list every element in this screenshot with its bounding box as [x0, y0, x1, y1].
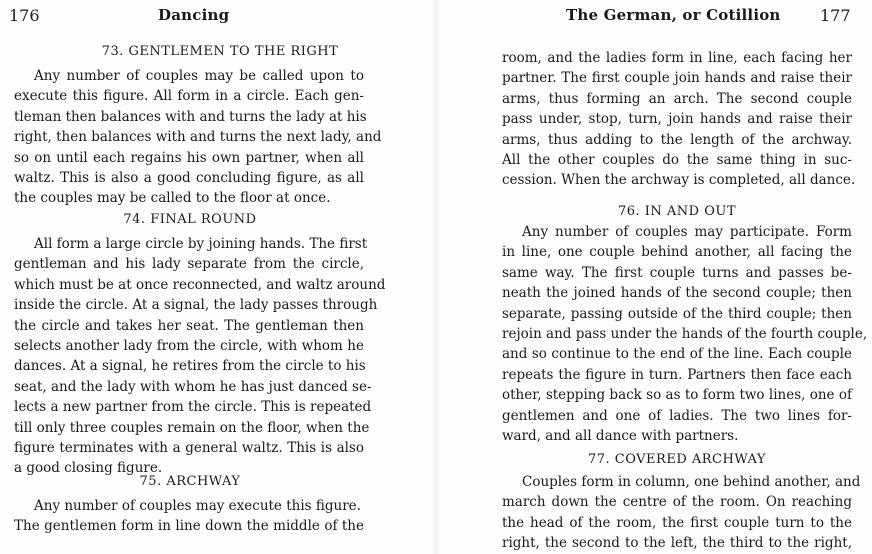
text-line: gentleman and his lady separate from the circle,	[14, 256, 364, 273]
text-line: All form a large circle by joining hands. The first	[34, 236, 368, 252]
text-line: separate, passing outside of the third couple; then	[502, 305, 852, 322]
running-head-right: The German, or Cotillion	[566, 6, 781, 24]
text-line: right, then balances with and turns the next lady, and	[14, 129, 382, 146]
text-line: gentlemen and one of ladies. The two lines for-	[502, 407, 852, 424]
page-number-left: 176	[9, 6, 40, 25]
section-heading-73: 73. GENTLEMEN TO THE RIGHT	[101, 44, 339, 59]
text-line: execute this figure. All form in a circle. Each gen-	[14, 88, 364, 105]
text-line: Couples form in column, one behind another, and	[522, 474, 861, 490]
section-heading-75: 75. ARCHWAY	[139, 474, 241, 489]
text-line: the head of the room, the first couple turn to the	[502, 514, 852, 531]
section-body-76	[502, 222, 868, 446]
text-line: pass under, stop, turn, join hands and raise their	[502, 111, 852, 128]
text-line: arms, thus forming an arch. The second couple	[502, 90, 852, 107]
text-line: dances. At a signal, he retires from the circle to his	[14, 358, 366, 375]
text-line: tleman then balances with and turns the lady at his	[14, 108, 367, 125]
text-line: The gentlemen form in line down the middle of the	[14, 518, 364, 535]
text-line: Any number of couples may participate. Form	[522, 224, 852, 240]
text-line: a good closing figure.	[14, 460, 163, 477]
text-line: seat, and the lady with whom he has just danced se-	[14, 378, 372, 395]
text-line: inside the circle. At a signal, the lady passes through	[14, 297, 378, 314]
section-heading-74: 74. FINAL ROUND	[123, 212, 257, 227]
text-line: till only three couples remain on the floor, when the	[14, 419, 370, 436]
running-head-left: Dancing	[158, 6, 230, 24]
section-body-73	[14, 66, 382, 209]
text-line: waltz. This is also a good concluding figure, as all	[14, 170, 364, 187]
text-line: Any number of couples may execute this figure.	[34, 498, 361, 514]
text-line: cession. When the archway is completed, all dance.	[502, 172, 856, 189]
page-number-right: 177	[820, 6, 851, 25]
text-line: the circle and takes her seat. The gentleman then	[14, 317, 364, 334]
text-line: ward, and all dance with partners.	[502, 428, 739, 445]
text-line: neath the joined hands of the second couple; then	[502, 285, 852, 302]
text-line: the couples may be called to the floor at once.	[14, 190, 331, 207]
text-line: other, stepping back so as to form two lines, one of	[502, 387, 852, 404]
text-line: in line, one couple behind another, all facing the	[502, 244, 852, 261]
text-line: march down the centre of the room. On reaching	[502, 494, 852, 511]
text-line: same way. The first couple turns and passes be-	[502, 264, 852, 281]
text-line: so on until each regains his own partner, when all	[14, 149, 364, 166]
section-heading-76: 76. IN AND OUT	[617, 204, 737, 219]
text-line: rejoin and pass under the hands of the fourth couple,	[502, 326, 868, 343]
text-line: room, and the ladies form in line, each facing her	[502, 50, 852, 66]
right-page	[436, 0, 872, 554]
text-line: and so continue to the end of the line. Each couple	[502, 346, 852, 363]
text-line: figure terminates with a general waltz. This is also	[14, 440, 364, 457]
text-line: repeats the figure in turn. Partners then face each	[502, 366, 852, 383]
text-line: arms, thus adding to the length of the archway.	[502, 131, 852, 148]
section-body-75-continued	[502, 48, 856, 191]
text-line: which must be at once reconnected, and waltz around	[14, 276, 386, 293]
text-line: lects a new partner from the circle. This is repeated	[14, 399, 372, 416]
section-body-75	[14, 496, 364, 537]
section-body-74	[14, 234, 386, 479]
text-line: right, the second to the left, the third to the right,	[502, 535, 852, 552]
text-line: Any number of couples may be called upon to	[34, 68, 364, 84]
section-heading-77: 77. COVERED ARCHWAY	[587, 452, 766, 467]
text-line: partner. The first couple join hands and raise their	[502, 70, 852, 87]
section-body-77	[502, 472, 861, 554]
text-line: selects another lady from the circle, with whom he	[14, 338, 364, 355]
text-line: All the other couples do the same thing in suc-	[502, 152, 852, 169]
